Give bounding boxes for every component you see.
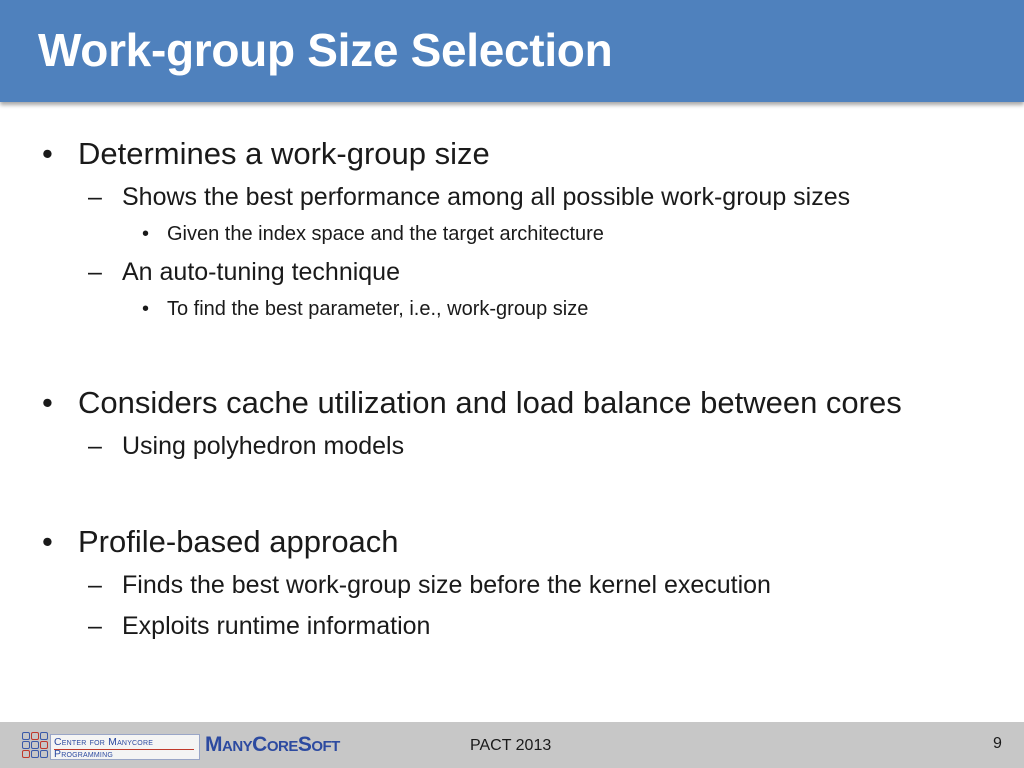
dash-marker: –: [88, 258, 102, 286]
bullet-text: Considers cache utilization and load balance between cores: [78, 385, 902, 420]
dash-marker: –: [88, 432, 102, 460]
page-number: 9: [993, 735, 1002, 752]
bullet-marker: •: [42, 385, 53, 420]
cmp-logo-text: Center for Manycore Programming: [54, 736, 154, 760]
slide-footer: [0, 722, 1024, 768]
bullet-text: Profile-based approach: [78, 524, 399, 559]
cmp-logo-icon: [22, 732, 48, 758]
conference-label: PACT 2013: [470, 737, 552, 754]
bullet-marker: •: [42, 136, 53, 171]
cmp-logo: [50, 734, 200, 760]
bullet-text: Exploits runtime information: [122, 612, 431, 640]
slide-title: Work-group Size Selection: [38, 24, 613, 76]
bullet-marker: •: [142, 223, 150, 245]
bullet-text: Using polyhedron models: [122, 432, 405, 460]
bullet-marker: •: [42, 524, 53, 559]
dash-marker: –: [88, 612, 102, 640]
bullet-text: An auto-tuning technique: [122, 258, 400, 286]
dash-marker: –: [88, 571, 102, 599]
bullet-marker: •: [142, 298, 150, 320]
bullet-text: Given the index space and the target architecture: [167, 223, 604, 245]
bullet-text: Finds the best work-group size before the kernel execution: [122, 571, 771, 599]
manycoresoft-logo: ManyCoreSoft: [205, 733, 340, 756]
bullet-text: Shows the best performance among all possible work-group sizes: [122, 183, 851, 211]
dash-marker: –: [88, 183, 102, 211]
bullet-text: To find the best parameter, i.e., work-group size: [167, 298, 589, 320]
bullet-text: Determines a work-group size: [78, 136, 490, 171]
